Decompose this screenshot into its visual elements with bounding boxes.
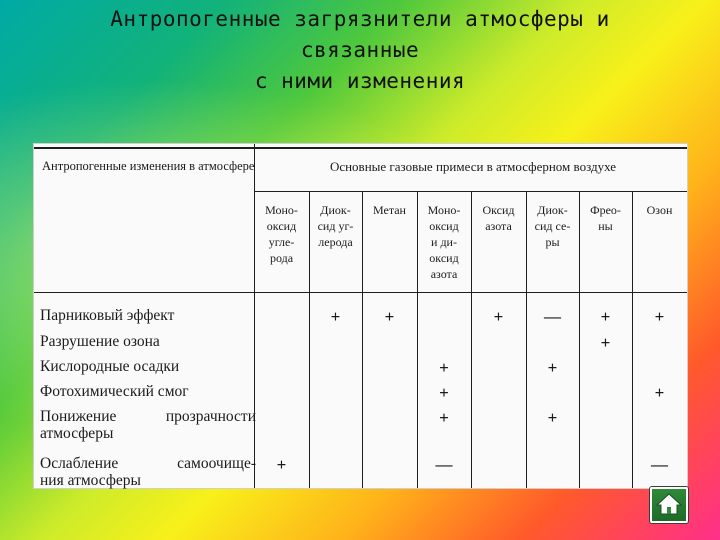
column-header-line: оксид — [266, 219, 297, 233]
slide-title-line-1: Антропогенные загрязнители атмосферы и — [110, 7, 610, 31]
slide-title-line-3: с ними изменения — [254, 69, 466, 93]
column-header — [362, 204, 417, 220]
column-header-line: сид уг- — [317, 219, 354, 233]
minus-mark: — — [435, 455, 453, 474]
column-header-line: азота — [485, 219, 512, 233]
column-header-line: ны — [598, 219, 613, 233]
column-header-line: рода — [269, 251, 294, 265]
column-header — [632, 204, 687, 220]
column-header — [526, 204, 579, 252]
column-header-line: оксид — [429, 251, 459, 265]
column-header-line: Моно- — [265, 203, 298, 217]
column-header-line: Оксид — [482, 203, 515, 217]
row-label: Парниковый эффект — [40, 307, 175, 324]
plus-mark: + — [547, 358, 558, 377]
row-label: Разрушение озона — [40, 333, 160, 350]
column-divider — [632, 191, 633, 488]
row-label-line: ния атмосферы — [40, 472, 141, 489]
plus-mark: + — [493, 307, 504, 326]
column-header-line: угле- — [268, 235, 295, 249]
plus-mark: + — [547, 408, 558, 427]
minus-mark: — — [651, 455, 668, 474]
table-top-rule — [34, 147, 687, 149]
slide-title — [0, 4, 720, 97]
slide-title-line-2: связанные — [300, 38, 420, 62]
plus-mark: + — [654, 307, 665, 326]
column-header-line: Фрео- — [590, 203, 621, 217]
row-label — [40, 455, 256, 489]
plus-mark: + — [600, 333, 611, 352]
plus-mark: + — [654, 383, 665, 402]
row-label — [40, 408, 256, 442]
column-header — [579, 204, 632, 236]
plus-mark: + — [439, 383, 449, 402]
column-header-line: ры — [545, 235, 560, 249]
column-header-line: Моно- — [427, 203, 461, 217]
column-header-line: и ди- — [431, 235, 457, 249]
row-label: Кислородные осадки — [40, 358, 180, 375]
row-label-line: Понижение прозрачности — [40, 408, 256, 425]
column-header — [417, 204, 471, 284]
column-header-line: Озон — [646, 203, 673, 217]
column-header — [471, 204, 526, 236]
column-header-line: азота — [430, 267, 458, 281]
plus-mark: + — [276, 455, 287, 474]
column-header-line: оксид — [429, 219, 459, 233]
plus-mark: + — [330, 307, 341, 326]
scanned-table — [33, 143, 688, 489]
header-right: Основные газовые примеси в атмосферном воздухе — [329, 159, 617, 174]
column-header-line: лерода — [318, 235, 353, 249]
row-label-line: Ослабление самоочище- — [40, 455, 256, 472]
header-left: Антропогенные изменения в атмосфере — [42, 159, 255, 173]
minus-mark: — — [544, 307, 561, 326]
home-button[interactable] — [650, 487, 688, 523]
plus-mark: + — [439, 358, 449, 377]
header-bottom-rule — [34, 292, 687, 293]
column-divider — [362, 191, 363, 488]
column-header-line: сид се- — [534, 219, 571, 233]
home-icon — [656, 492, 682, 516]
column-header-line: Диок- — [537, 203, 568, 217]
column-header-line: Метан — [373, 203, 406, 217]
plus-mark: + — [600, 307, 611, 326]
column-header — [254, 204, 309, 268]
plus-mark: + — [384, 307, 395, 326]
row-label: Фотохимический смог — [40, 383, 189, 400]
plus-mark: + — [439, 408, 449, 427]
column-header — [309, 204, 362, 252]
row-label-line: атмосферы — [40, 425, 114, 442]
column-header-line: Диок- — [320, 203, 351, 217]
